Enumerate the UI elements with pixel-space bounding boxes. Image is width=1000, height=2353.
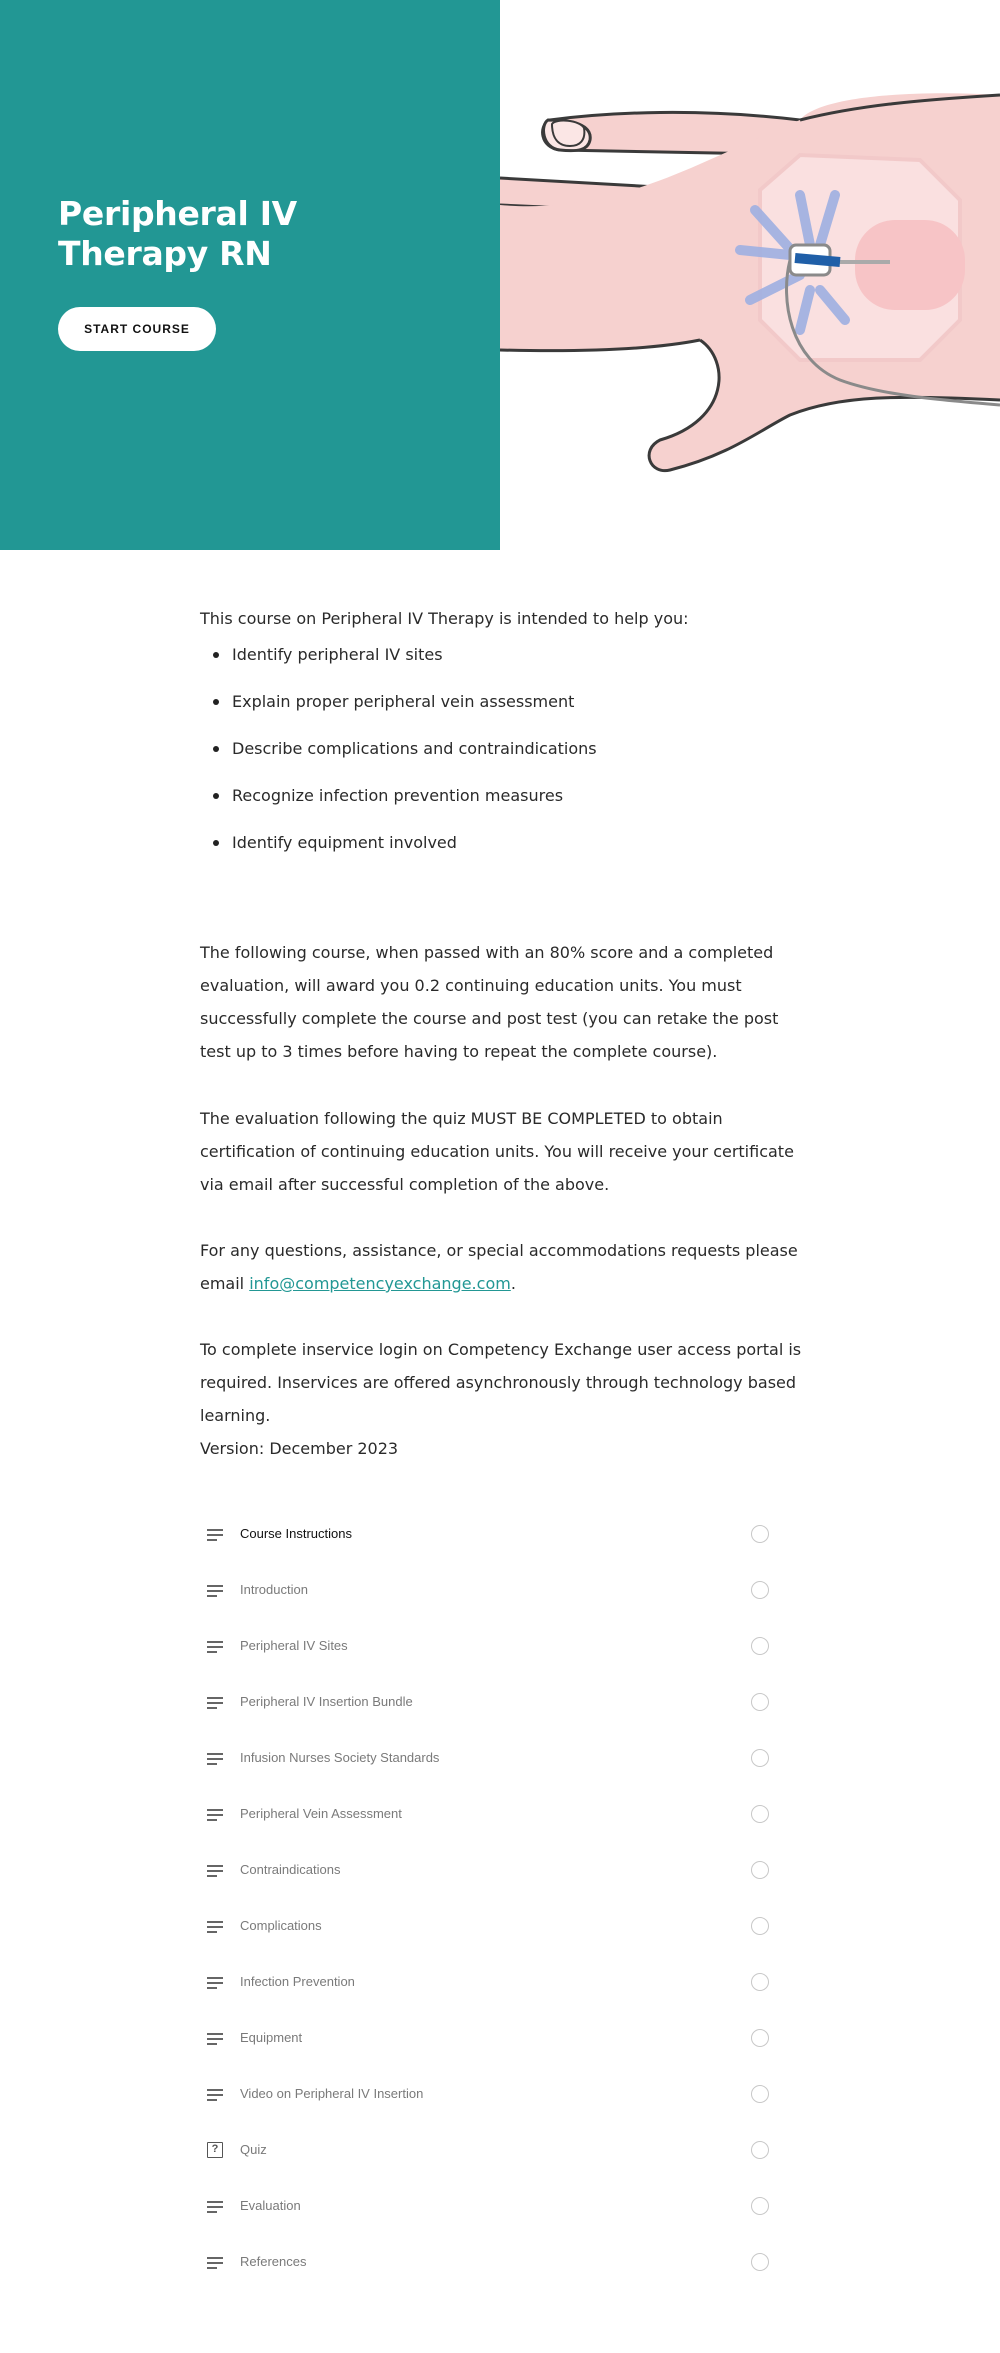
lesson-item[interactable] — [200, 1795, 800, 1851]
lesson-status-circle — [751, 1749, 769, 1767]
lesson-title: Evaluation — [240, 2198, 301, 2213]
objective-item: Identify peripheral IV sites — [200, 644, 810, 691]
lesson-status-circle — [751, 2141, 769, 2159]
lesson-status-circle — [751, 2197, 769, 2215]
quiz-icon: ? — [207, 2142, 223, 2158]
intro-lead: This course on Peripheral IV Therapy is intended to help you: — [200, 609, 689, 628]
lesson-status-circle — [751, 1805, 769, 1823]
objective-item: Explain proper peripheral vein assessment — [200, 691, 810, 738]
evaluation-paragraph: The evaluation following the quiz MUST BE COMPLETED to obtain certification of continuing education units. You will receive your certificate via email after successful completion of the above. — [200, 1109, 794, 1194]
lesson-item[interactable] — [200, 1907, 800, 1963]
lesson-item[interactable] — [200, 1571, 800, 1627]
course-title: Peripheral IV Therapy RN — [58, 194, 297, 273]
lesson-title: Equipment — [240, 2030, 303, 2045]
lesson-status-circle — [751, 1637, 769, 1655]
course-description — [200, 608, 810, 879]
lesson-list — [200, 1515, 800, 2299]
lesson-status-circle — [751, 1581, 769, 1599]
text-lines-icon — [206, 1639, 224, 1655]
text-lines-icon — [206, 1527, 224, 1543]
objective-item: Identify equipment involved — [200, 832, 810, 879]
inservice-text: To complete inservice login on Competency Exchange user access portal is required. Inservices are offered asynchronously through technology based learning. — [200, 1340, 802, 1425]
text-lines-icon — [206, 1807, 224, 1823]
lesson-title: Peripheral IV Sites — [240, 1638, 348, 1653]
lesson-item[interactable] — [200, 2243, 800, 2299]
questions-paragraph — [200, 1234, 810, 1300]
start-course-button[interactable]: START COURSE — [58, 307, 216, 351]
text-lines-icon — [206, 1863, 224, 1879]
text-lines-icon — [206, 1695, 224, 1711]
objective-item: Describe complications and contraindications — [200, 738, 810, 785]
inservice-paragraph — [200, 1333, 810, 1465]
text-lines-icon — [206, 2087, 224, 2103]
lesson-title: Complications — [240, 1918, 322, 1933]
lesson-status-circle — [751, 1973, 769, 1991]
lesson-title: Introduction — [240, 1582, 308, 1597]
text-lines-icon — [206, 2031, 224, 2047]
version-text: Version: December 2023 — [200, 1439, 399, 1458]
lesson-title: Video on Peripheral IV Insertion — [240, 2086, 424, 2101]
lesson-item[interactable] — [200, 1851, 800, 1907]
lesson-title: Peripheral IV Insertion Bundle — [240, 1694, 413, 1709]
lesson-title: Contraindications — [240, 1862, 341, 1877]
text-lines-icon — [206, 2199, 224, 2215]
lesson-title: Infusion Nurses Society Standards — [240, 1750, 440, 1765]
lesson-item[interactable] — [200, 2075, 800, 2131]
objectives-list — [200, 644, 810, 879]
email-link[interactable]: info@competencyexchange.com — [249, 1274, 511, 1293]
lesson-item[interactable] — [200, 1515, 800, 1571]
lesson-item[interactable] — [200, 1739, 800, 1795]
objective-item: Recognize infection prevention measures — [200, 785, 810, 832]
course-hero — [0, 0, 1000, 550]
completion-paragraph: The following course, when passed with an 80% score and a completed evaluation, will award you 0.2 continuing education units. You must successfully complete the course and post test (you can retake the post test up to 3 times before having to repeat the complete course). — [200, 943, 779, 1061]
lesson-item[interactable] — [200, 2187, 800, 2243]
lesson-status-circle — [751, 2253, 769, 2271]
hero-panel — [0, 0, 500, 550]
lesson-status-circle — [751, 1861, 769, 1879]
lesson-title: References — [240, 2254, 307, 2269]
lesson-item[interactable] — [200, 2019, 800, 2075]
lesson-status-circle — [751, 1693, 769, 1711]
lesson-item[interactable] — [200, 1963, 800, 2019]
lesson-title: Infection Prevention — [240, 1974, 355, 1989]
text-lines-icon — [206, 2255, 224, 2271]
lesson-status-circle — [751, 1917, 769, 1935]
lesson-title: Course Instructions — [240, 1526, 352, 1541]
lesson-item[interactable] — [200, 1627, 800, 1683]
text-lines-icon — [206, 1919, 224, 1935]
lesson-status-circle — [751, 1525, 769, 1543]
text-lines-icon — [206, 1583, 224, 1599]
iv-hand-illustration — [500, 0, 1000, 550]
questions-suffix: . — [510, 1274, 516, 1293]
lesson-item[interactable] — [200, 2131, 800, 2187]
lesson-item[interactable] — [200, 1683, 800, 1739]
lesson-status-circle — [751, 2085, 769, 2103]
lesson-status-circle — [751, 2029, 769, 2047]
lesson-title: Quiz — [240, 2142, 267, 2157]
text-lines-icon — [206, 1975, 224, 1991]
lesson-title: Peripheral Vein Assessment — [240, 1806, 402, 1821]
questions-prefix: For any questions, assistance, or special accommodations requests please email — [200, 1241, 798, 1293]
text-lines-icon — [206, 1751, 224, 1767]
